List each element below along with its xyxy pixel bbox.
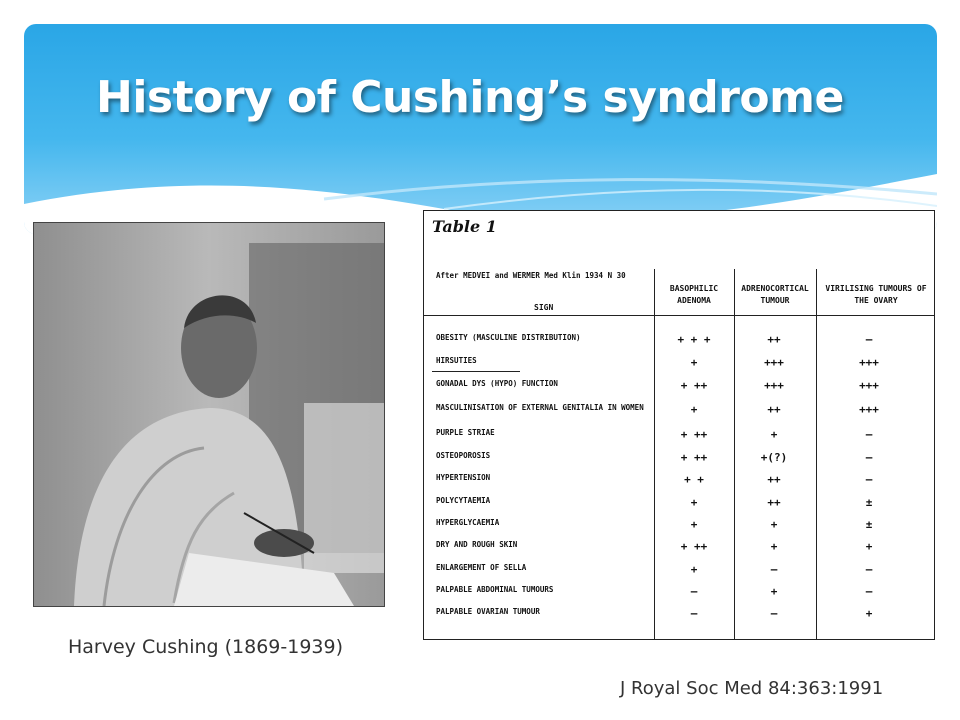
table-row: HYPERGLYCAEMIA + + ± (436, 518, 873, 531)
table-row: ENLARGEMENT OF SELLA + — — (436, 563, 873, 576)
photo-caption: Harvey Cushing (1869-1939) (68, 636, 344, 658)
signs-table (423, 210, 935, 640)
slide-title: History of Cushing’s syndrome (96, 72, 844, 123)
citation: J Royal Soc Med 84:363:1991 (620, 678, 884, 699)
table-row: OSTEOPOROSIS + ++ +(?) — (436, 451, 873, 464)
table-row: HIRSUTIES + +++ +++ (436, 356, 879, 369)
table-title: Table 1 (432, 217, 497, 236)
table-row: DRY AND ROUGH SKIN + ++ + + (436, 540, 873, 553)
col-header-basophilic: BASOPHILIC ADENOMA (669, 284, 719, 305)
table-row: PALPABLE ABDOMINAL TUMOURS — + — (436, 585, 873, 598)
table-row: GONADAL DYS (HYPO) FUNCTION + ++ +++ +++ (436, 379, 879, 392)
sign-header: SIGN (534, 303, 554, 312)
table-row: HYPERTENSION + + ++ — (436, 473, 873, 486)
table-source: After MEDVEI and WERMER Med Klin 1934 N 30 (436, 271, 626, 280)
banner-wave (24, 24, 937, 234)
table-row: OBESITY (MASCULINE DISTRIBUTION) + + + ++ — (436, 333, 873, 346)
table-row: POLYCYTAEMIA + ++ ± (436, 496, 873, 509)
table-row: MASCULINISATION OF EXTERNAL GENITALIA IN WOMEN + ++ +++ (436, 403, 879, 416)
table-row: PALPABLE OVARIAN TUMOUR — — + (436, 607, 873, 620)
portrait-photo (33, 222, 385, 607)
col-header-adrenocortical: ADRENOCORTICAL TUMOUR (741, 284, 809, 305)
table-row: PURPLE STRIAE + ++ + — (436, 428, 873, 441)
col-header-virilising: VIRILISING TUMOURS OF THE OVARY (825, 284, 927, 305)
header-rule (424, 315, 934, 316)
title-banner (24, 24, 937, 234)
